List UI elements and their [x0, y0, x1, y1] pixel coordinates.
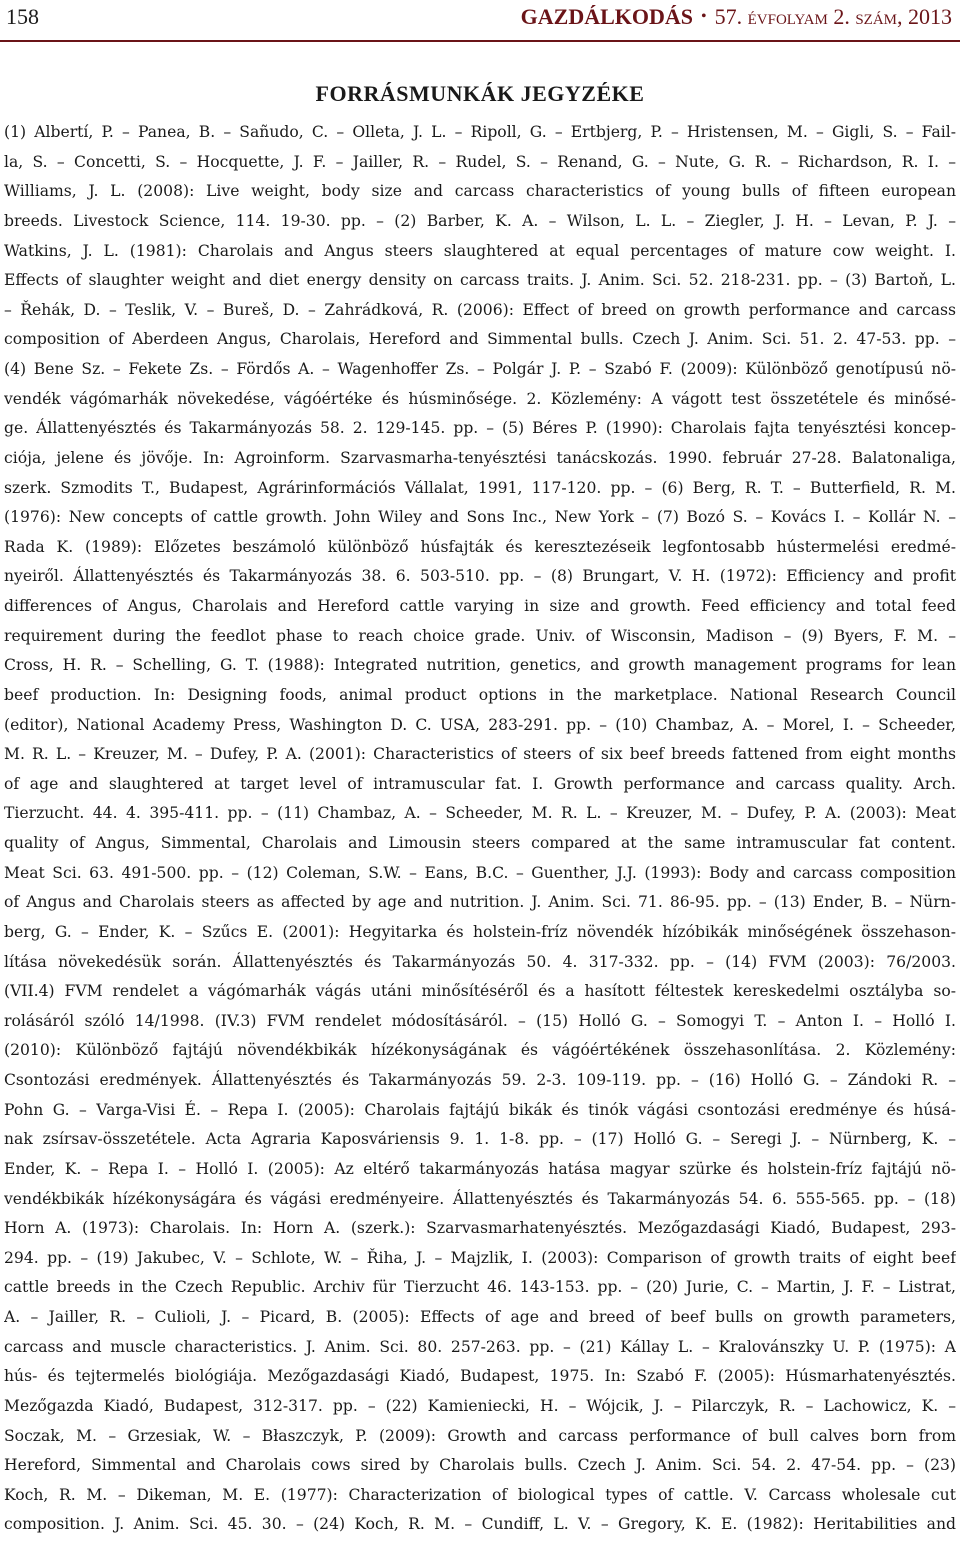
section-title: FORRÁSMUNKÁK JEGYZÉKE	[315, 81, 645, 106]
references-body	[4, 118, 956, 1540]
page-number: 158	[6, 4, 39, 29]
reference-line: la, S. – Concetti, S. – Hocquette, J. F. – Jailler, R. – Rudel, S. – Renand, G. – Nute, G. R. – Richardson, R. I. –	[4, 152, 956, 171]
volume-label: 57. évfolyam	[714, 4, 828, 29]
reference-line: carcass and muscle characteristics. J. Anim. Sci. 80. 257-263. pp. – (21) Kállay L. – Kralovánszky U. P. (1975): A	[4, 1337, 956, 1356]
reference-line: composition. J. Anim. Sci. 45. 30. – (24) Koch, R. M. – Cundiff, L. V. – Gregory, K. E. (1982): Heritabilities and	[4, 1515, 956, 1534]
reference-line: Williams, J. L. (2008): Live weight, body size and carcass characteristics of young bulls of fifteen european	[4, 182, 956, 201]
reference-line: – Řehák, D. – Teslik, V. – Bureš, D. – Zahrádková, R. (2006): Effect of breed on growth performance and carcass	[4, 300, 956, 319]
reference-line: (1976): New concepts of cattle growth. John Wiley and Sons Inc., New York – (7) Bozó S. – Kovács I. – Kollár N. –	[4, 508, 956, 527]
reference-line: Koch, R. M. – Dikeman, M. E. (1977): Characterization of biological types of cattle. V. Carcass wholesale cut	[4, 1485, 956, 1504]
page-header	[0, 0, 960, 40]
reference-line: cattle breeds in the Czech Republic. Archiv für Tierzucht 46. 143-153. pp. – (20) Jurie, C. – Martin, J. F. – Listrat,	[4, 1278, 956, 1297]
reference-line: ciója, jelene és jövője. In: Agroinform. Szarvasmarha-tenyésztési tanácskozás. 1990. február 27-28. Balatonaliga,	[4, 448, 956, 467]
reference-line: Watkins, J. L. (1981): Charolais and Angus steers slaughtered at equal percentages of mature cow weight. I.	[4, 241, 956, 260]
reference-line: of Angus and Charolais steers as affected by age and nutrition. J. Anim. Sci. 71. 86-95. pp. – (13) Ender, B. – Nürn-	[4, 893, 956, 912]
issue-label: 2. szám, 2013	[833, 4, 952, 29]
reference-line: vendékbikák hízékonyságára és vágási eredményeire. Állattenyésztés és Takarmányozás 54. 6. 555-565. pp. – (18)	[4, 1189, 956, 1208]
reference-line: nak zsírsav-összetétele. Acta Agraria Kaposváriensis 9. 1. 1-8. pp. – (17) Holló G. – Seregi J. – Nürnberg, K. –	[4, 1130, 956, 1149]
reference-line: (2010): Különböző fajtájú növendékbikák hízékonyságának és vágóértékének összehasonlítása. 2. Közlemény:	[4, 1041, 956, 1060]
reference-line: ge. Állattenyésztés és Takarmányozás 58. 2. 129-145. pp. – (5) Béres P. (1990): Charolais fajta tenyésztési koncep-	[4, 419, 956, 438]
reference-line: nyeiről. Állattenyésztés és Takarmányozás 38. 6. 503-510. pp. – (8) Brungart, V. H. (1972): Efficiency and profit	[4, 567, 956, 586]
header-rule	[0, 40, 960, 42]
reference-line: A. – Jailler, R. – Culioli, J. – Picard, B. (2005): Effects of age and breed of beef bulls on growth parameters,	[4, 1308, 956, 1326]
reference-line: Hereford, Simmental and Charolais cows sired by Charolais bulls. Czech J. Anim. Sci. 54. 2. 47-54. pp. – (23)	[4, 1456, 956, 1475]
reference-line: Tierzucht. 44. 4. 395-411. pp. – (11) Chambaz, A. – Scheeder, M. R. L. – Kreuzer, M. – Dufey, P. A. (2003): Meat	[4, 804, 956, 823]
reference-line: Csontozási eredmények. Állattenyésztés és Takarmányozás 59. 2-3. 109-119. pp. – (16) Holló G. – Zándoki R. –	[4, 1071, 956, 1089]
reference-line: composition of Aberdeen Angus, Charolais, Hereford and Simmental bulls. Czech J. Anim. Sci. 51. 2. 47-53. pp. –	[4, 330, 956, 349]
reference-line: Pohn G. – Varga-Visi É. – Repa I. (2005): Charolais fajtájú bikák és tinók vágási csontozási eredménye és húsá-	[4, 1100, 956, 1119]
reference-line: (editor), National Academy Press, Washington D. C. USA, 283-291. pp. – (10) Chambaz, A. – Morel, I. – Scheeder,	[4, 715, 956, 734]
reference-line: Mezőgazda Kiadó, Budapest, 312-317. pp. – (22) Kamieniecki, H. – Wójcik, J. – Pilarczyk, R. – Lachowicz, K. –	[4, 1396, 956, 1415]
reference-line: (1) Albertí, P. – Panea, B. – Sañudo, C. – Olleta, J. L. – Ripoll, G. – Ertbjerg, P. – Hristensen, M. – Gigli, S. – Fail-	[4, 123, 956, 141]
reference-line: M. R. L. – Kreuzer, M. – Dufey, P. A. (2001): Characteristics of steers of six beef breeds fattened from eight months	[4, 745, 956, 764]
reference-line: rolásáról szóló 14/1998. (IV.3) FVM rendelet módosításáról. – (15) Holló G. – Somogyi T. – Anton I. – Holló I.	[4, 1011, 956, 1030]
reference-line: of age and slaughtered at target level of intramuscular fat. I. Growth performance and carcass quality. Arch.	[4, 774, 956, 793]
reference-line: Effects of slaughter weight and diet energy density on carcass traits. J. Anim. Sci. 52. 218-231. pp. – (3) Bartoň, L.	[4, 271, 956, 290]
reference-line: hús- és tejtermelés biológiája. Mezőgazdasági Kiadó, Budapest, 1975. In: Szabó F. (2005): Húsmarhatenyésztés.	[4, 1367, 956, 1386]
reference-line: Meat Sci. 63. 491-500. pp. – (12) Coleman, S.W. – Eans, B.C. – Guenther, J.J. (1993): Body and carcass composition	[4, 863, 956, 882]
reference-line: (VII.4) FVM rendelet a vágómarhák vágás utáni minősítéséről és a hasított féltestek kereskedelmi osztályba so-	[4, 982, 956, 1001]
reference-line: lítása növekedésük során. Állattenyésztés és Takarmányozás 50. 4. 317-332. pp. – (14) FVM (2003): 76/2003.	[4, 952, 956, 971]
journal-name: GAZDÁLKODÁS	[520, 4, 694, 29]
reference-line: differences of Angus, Charolais and Hereford cattle varying in size and growth. Feed efficiency and total feed	[4, 597, 956, 615]
reference-line: vendék vágómarhák növekedése, vágóértéke és húsminősége. 2. Közlemény: A vágott test összetétele és minősé-	[4, 389, 956, 408]
reference-line: Soczak, M. – Grzesiak, W. – Błaszczyk, P. (2009): Growth and carcass performance of bull calves born from	[4, 1426, 956, 1445]
reference-line: breeds. Livestock Science, 114. 19-30. pp. – (2) Barber, K. A. – Wilson, L. L. – Ziegler, J. H. – Levan, P. J. –	[4, 211, 956, 230]
bullet-separator: •	[701, 8, 707, 25]
running-head	[521, 4, 952, 30]
reference-line: requirement during the feedlot phase to reach choice grade. Univ. of Wisconsin, Madison – (9) Byers, F. M. –	[4, 626, 956, 645]
reference-line: szerk. Szmodits T., Budapest, Agrárinformációs Vállalat, 1991, 117-120. pp. – (6) Berg, R. T. – Butterfield, R. M.	[4, 478, 956, 497]
reference-line: Ender, K. – Repa I. – Holló I. (2005): Az eltérő takarmányozás hatása magyar szürke és holstein-fríz fajtájú nö-	[4, 1159, 956, 1178]
reference-line: berg, G. – Ender, K. – Szűcs E. (2001): Hegyitarka és holstein-fríz növendék hízóbikák minőségének összehason-	[4, 922, 956, 941]
reference-line: Rada K. (1989): Előzetes beszámoló különböző húsfajták és keresztezéseik legfontosabb hústermelési eredmé-	[4, 537, 956, 556]
reference-line: Horn A. (1973): Charolais. In: Horn A. (szerk.): Szarvasmarhatenyésztés. Mezőgazdasági Kiadó, Budapest, 293-	[4, 1219, 956, 1238]
reference-line: quality of Angus, Simmental, Charolais and Limousin steers compared at the same intramuscular fat content.	[4, 834, 956, 852]
reference-line: beef production. In: Designing foods, animal product options in the marketplace. National Research Council	[4, 685, 956, 704]
reference-line: 294. pp. – (19) Jakubec, V. – Schlote, W. – Řiha, J. – Majzlik, I. (2003): Comparison of growth traits of eight beef	[4, 1248, 956, 1267]
reference-line: Cross, H. R. – Schelling, G. T. (1988): Integrated nutrition, genetics, and growth management programs for lean	[4, 656, 956, 675]
reference-line: (4) Bene Sz. – Fekete Zs. – Fördős A. – Wagenhoffer Zs. – Polgár J. P. – Szabó F. (2009): Különböző genotípusú nö-	[4, 360, 956, 378]
